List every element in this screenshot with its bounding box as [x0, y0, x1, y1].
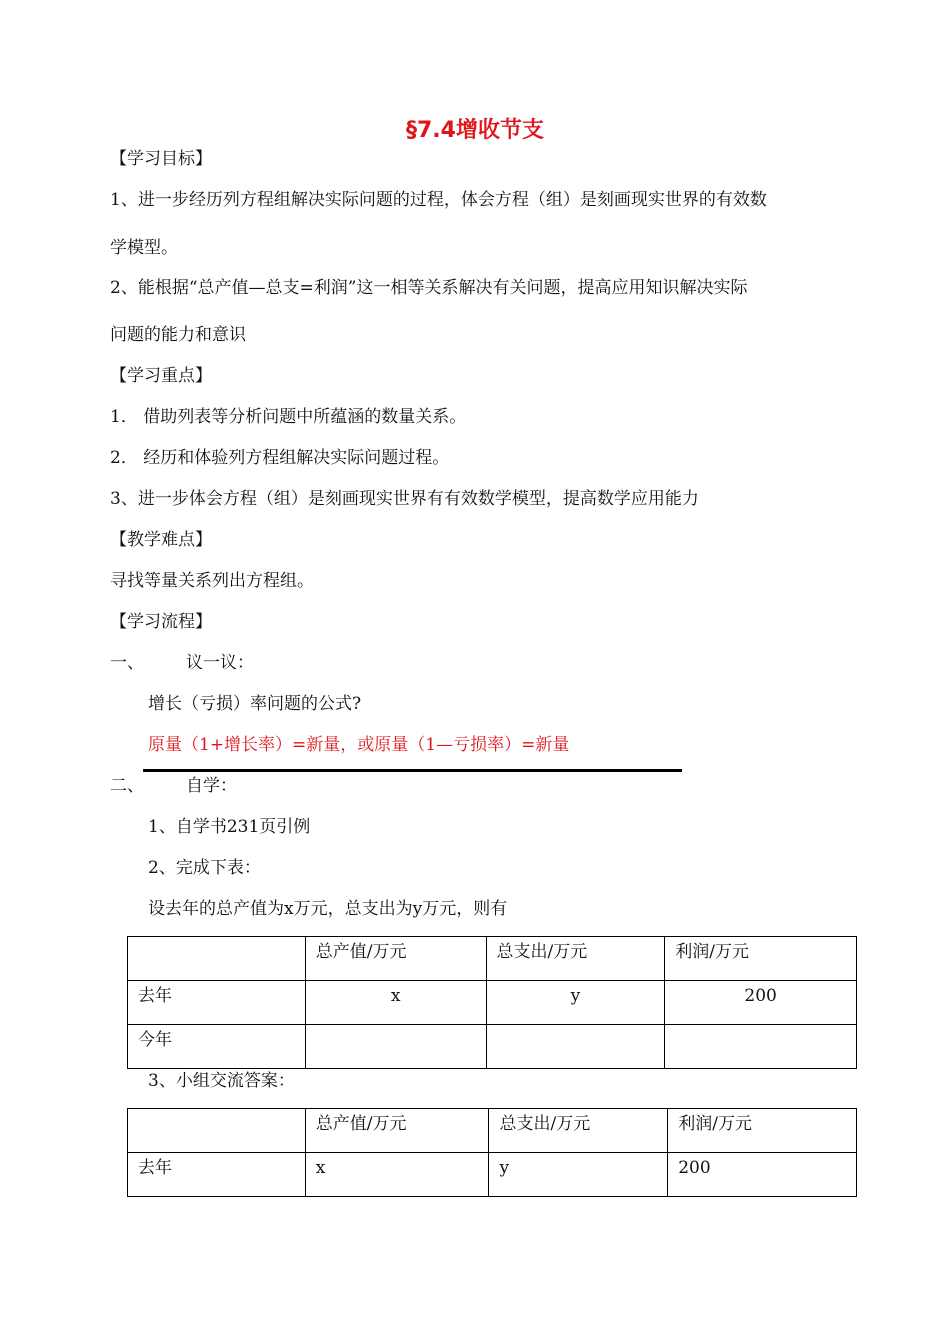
cell-value: 200 [678, 1158, 711, 1178]
key-points-heading: 【学习重点】 [110, 366, 212, 386]
table-row [128, 1025, 857, 1069]
key-point-2: 2． 经历和体验列方程组解决实际问题过程。 [110, 448, 450, 468]
header-blank [138, 1109, 305, 1116]
table-cell [305, 937, 486, 981]
cell-value [316, 1025, 486, 1032]
fill-in-table [127, 936, 857, 1069]
part-1-label: 议一议： [186, 653, 254, 673]
growth-question: 增长（亏损）率问题的公式? [148, 694, 362, 714]
process-heading: 【学习流程】 [110, 612, 212, 632]
objective-2-line-2: 问题的能力和意识 [110, 325, 246, 345]
step-2: 2、完成下表： [148, 858, 261, 878]
table-cell [128, 1153, 306, 1197]
cell-value [497, 1025, 665, 1032]
table-header-row [128, 937, 857, 981]
table-cell [305, 1109, 489, 1153]
table-cell [305, 981, 486, 1025]
header-profit: 利润/万元 [675, 942, 749, 962]
header-profit: 利润/万元 [678, 1114, 752, 1134]
formula-underline [143, 769, 682, 772]
row-label: 去年 [138, 986, 172, 1006]
table-cell [665, 1025, 857, 1069]
table-cell [128, 937, 306, 981]
table-cell [128, 1025, 306, 1069]
difficulty-text: 寻找等量关系列出方程组。 [110, 571, 314, 591]
growth-formula: 原量（1+增长率）=新量，或原量（1—亏损率）=新量 [148, 735, 570, 755]
table-row [128, 1153, 857, 1197]
table-cell [665, 981, 857, 1025]
cell-value: x [315, 1158, 326, 1178]
header-output: 总产值/万元 [315, 942, 407, 962]
table-cell [128, 1109, 306, 1153]
cell-value: y [570, 986, 581, 1006]
objective-1-line-1: 1、进一步经历列方程组解决实际问题的过程，体会方程（组）是刻画现实世界的有效数 [110, 190, 767, 210]
cell-value: x [390, 986, 401, 1006]
part-2-number: 二、 [110, 776, 144, 796]
header-expense: 总支出/万元 [496, 942, 588, 962]
part-1-number: 一、 [110, 653, 144, 673]
row-label: 今年 [138, 1030, 172, 1050]
table-row [128, 981, 857, 1025]
table-cell [486, 1025, 665, 1069]
table-cell [489, 1109, 668, 1153]
page-title: §7.4增收节支 [406, 118, 544, 143]
answer-table [127, 1108, 857, 1197]
header-blank [138, 937, 305, 944]
key-point-3: 3、进一步体会方程（组）是刻画现实世界有有效数学模型，提高数学应用能力 [110, 489, 699, 509]
table-cell [665, 937, 857, 981]
step-3: 3、小组交流答案： [148, 1071, 295, 1091]
objective-1-line-2: 学模型。 [110, 238, 178, 258]
table-cell [486, 981, 665, 1025]
header-expense: 总支出/万元 [499, 1114, 591, 1134]
objective-2-line-1: 2、能根据“总产值—总支=利润”这一相等关系解决有关问题，提高应用知识解决实际 [110, 278, 748, 298]
cell-value: 200 [744, 986, 777, 1006]
variables-setup: 设去年的总产值为x万元，总支出为y万元，则有 [148, 899, 508, 919]
cell-value [675, 1025, 856, 1032]
table-cell [668, 1109, 857, 1153]
table-cell [489, 1153, 668, 1197]
header-output: 总产值/万元 [315, 1114, 407, 1134]
cell-value: y [499, 1158, 510, 1178]
difficulty-heading: 【教学难点】 [110, 530, 212, 550]
objectives-heading: 【学习目标】 [110, 149, 212, 169]
table-cell [668, 1153, 857, 1197]
table-cell [128, 981, 306, 1025]
step-1: 1、自学书231页引例 [148, 817, 311, 837]
table-cell [305, 1025, 486, 1069]
table-header-row [128, 1109, 857, 1153]
part-2-label: 自学： [186, 776, 237, 796]
table-cell [486, 937, 665, 981]
key-point-1: 1． 借助列表等分析问题中所蕴涵的数量关系。 [110, 407, 467, 427]
row-label: 去年 [138, 1158, 172, 1178]
table-cell [305, 1153, 489, 1197]
